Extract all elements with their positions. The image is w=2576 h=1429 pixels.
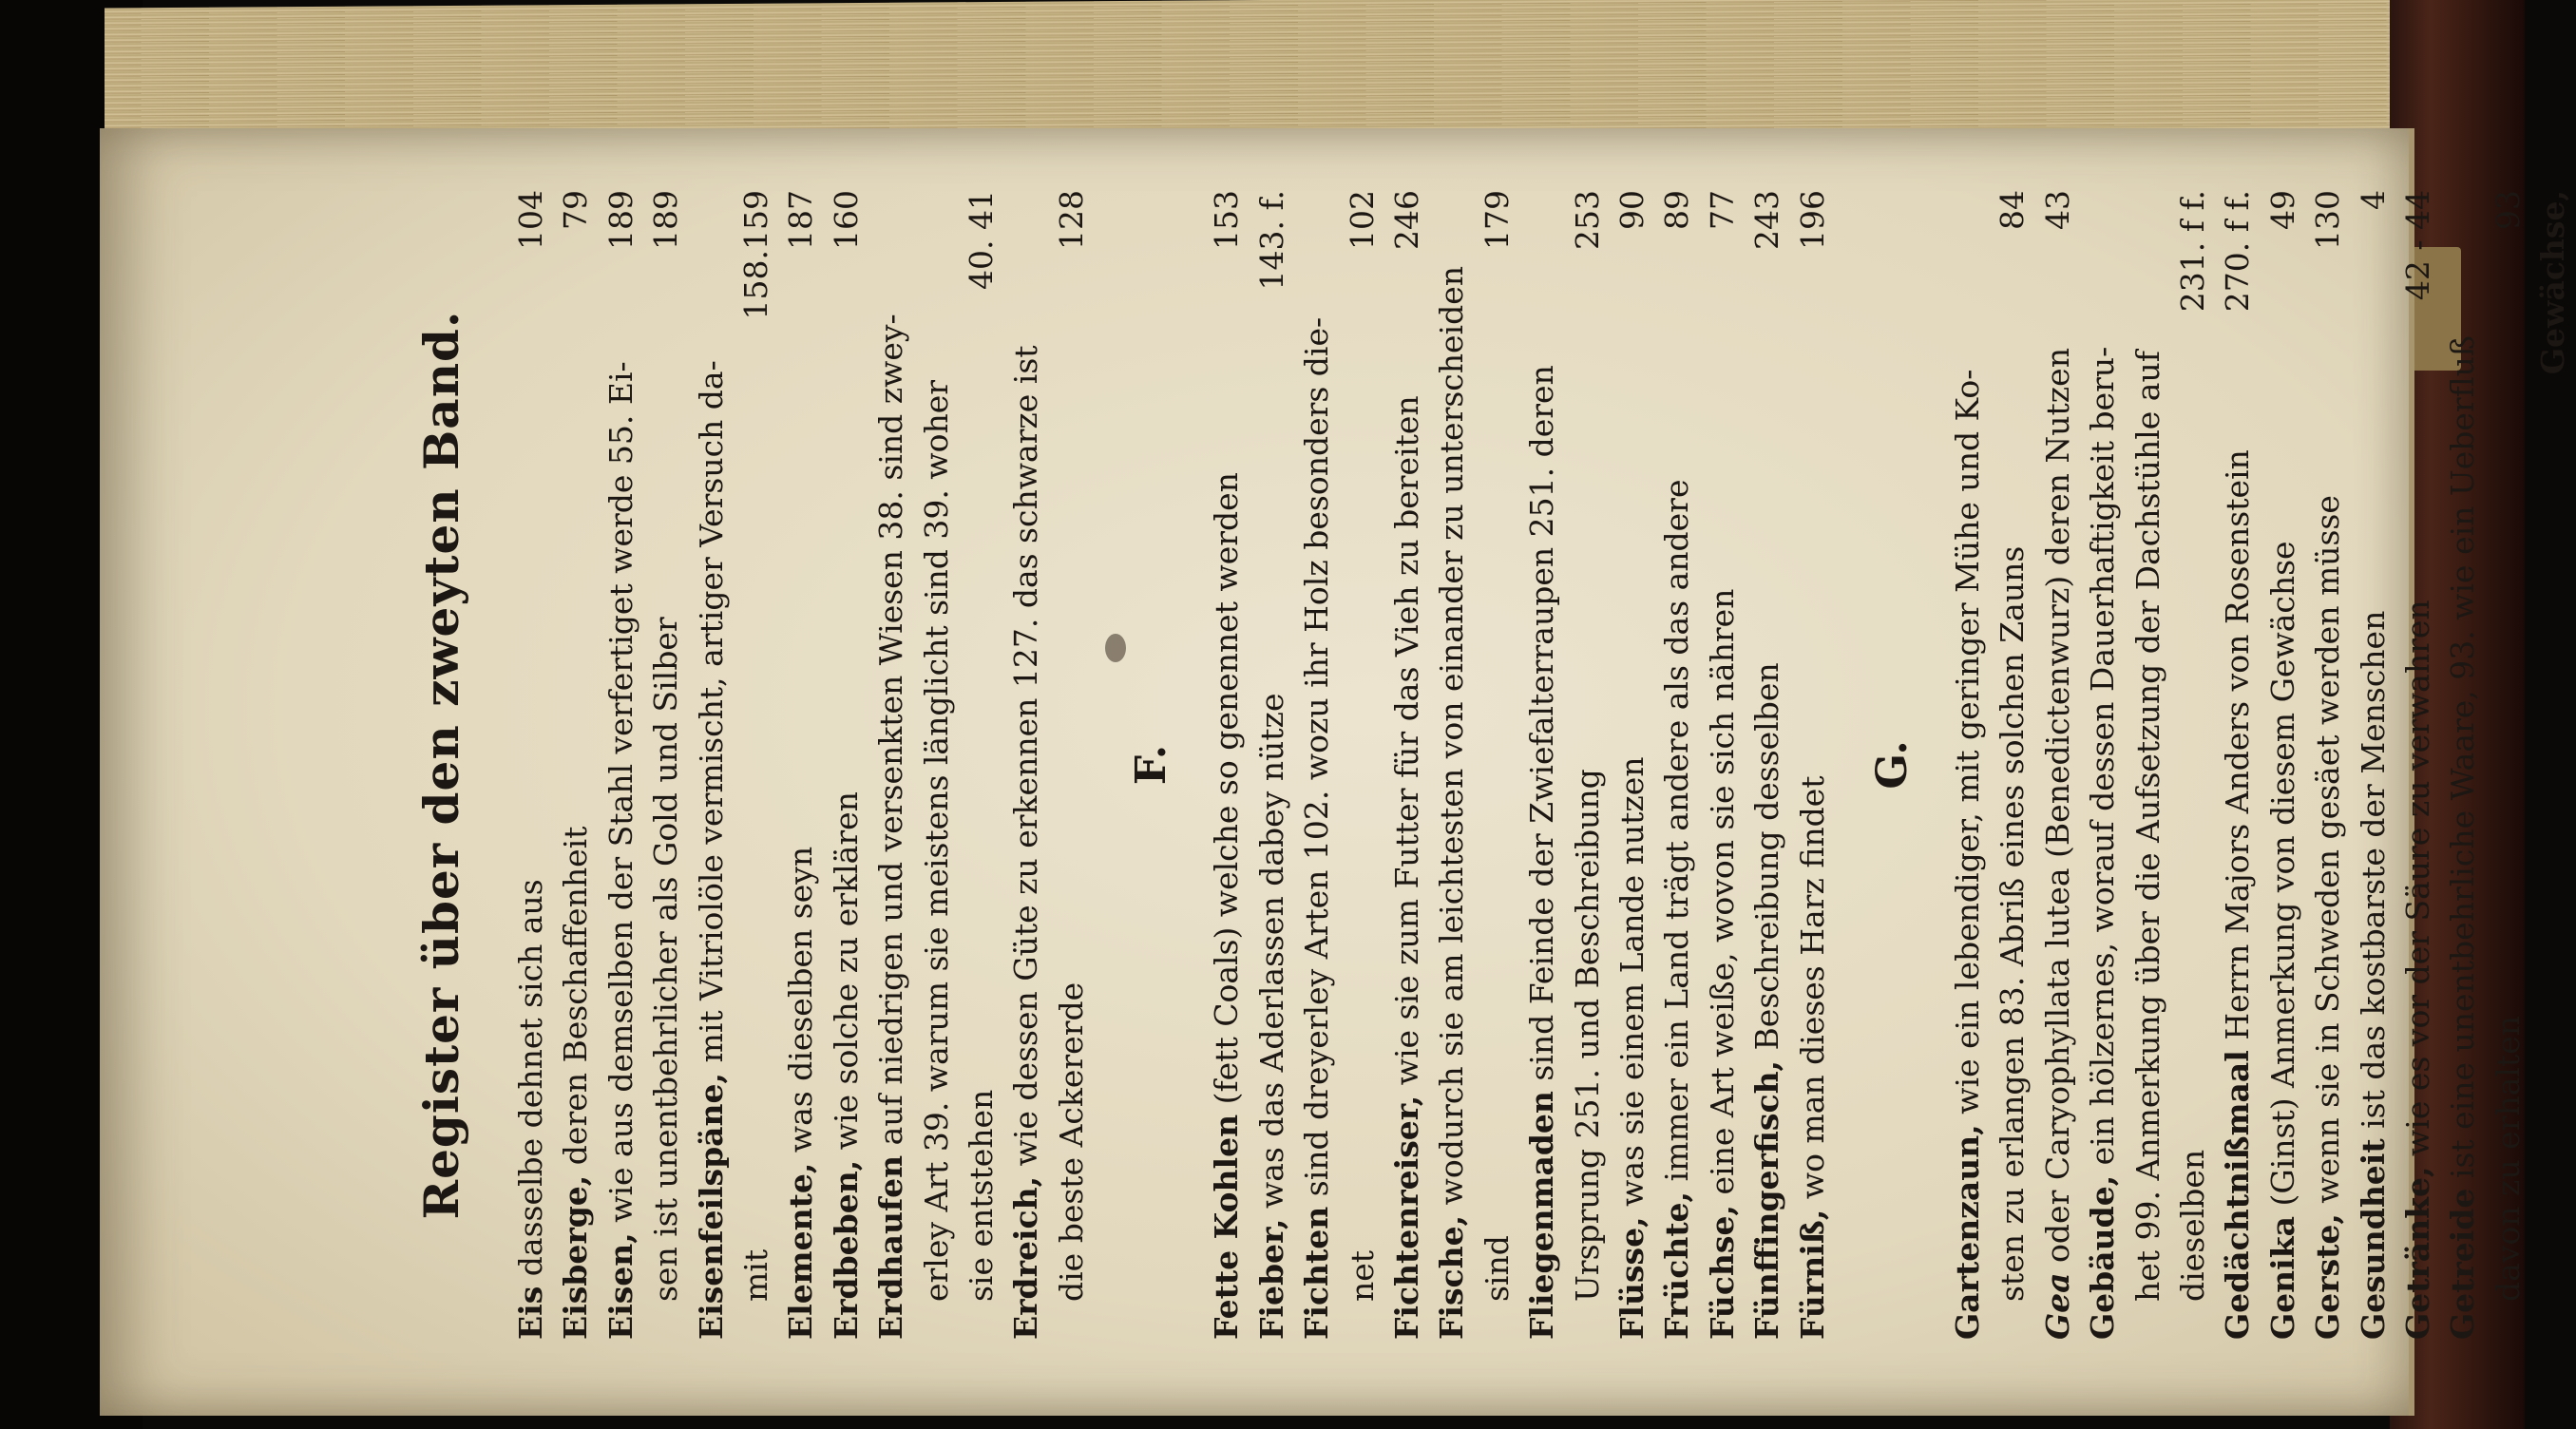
index-entry	[914, 190, 959, 1340]
entry-page-number: 102	[1343, 190, 1381, 250]
entry-headword: Füchse,	[1703, 1205, 1741, 1340]
entry-description: mit Vitriolöle vermischt, artiger Versuch da-	[692, 360, 730, 1073]
entry-description: was sie einem Lande nutzen	[1612, 756, 1651, 1217]
entry-description: mit	[737, 1248, 775, 1302]
index-entry	[1519, 190, 1564, 1340]
entry-page-number: 79	[557, 190, 595, 230]
index-entry	[1565, 190, 1610, 1340]
page-title: Register über den zweyten Band.	[413, 310, 469, 1220]
entry-text	[2395, 310, 2440, 1340]
entry-headword: Fette Kohlen	[1208, 1114, 1246, 1340]
index-entry	[1049, 190, 1094, 1340]
index-entry	[1294, 190, 1339, 1340]
entry-description: wo man dieses Harz findet	[1793, 775, 1831, 1210]
index-entry	[1945, 190, 1990, 1340]
entry-description: (Ginst) Anmerkung von diesem Gewächse	[2263, 541, 2301, 1217]
entry-text	[1204, 259, 1249, 1340]
entry-description: dasselbe dehnet sich aus	[512, 879, 549, 1286]
entry-headword: Früchte,	[1658, 1191, 1696, 1340]
index-entry	[2395, 190, 2440, 1340]
entry-headword: Gebäude,	[2084, 1174, 2122, 1340]
entry-text	[868, 200, 913, 1340]
entry-page-number: 153	[1208, 190, 1246, 250]
entry-description: die beste Ackererde	[1052, 981, 1090, 1302]
entry-text	[2486, 239, 2530, 1302]
entry-page-number: 179	[1478, 190, 1516, 250]
entry-text	[824, 259, 868, 1340]
entry-page-number: 143. f.	[1252, 190, 1290, 291]
entry-description: oder Caryophyllata lutea (Benedictenwurz) deren Nutzen	[2038, 348, 2076, 1273]
entry-headword: Flüsse,	[1612, 1216, 1651, 1340]
entry-headword: Erdbeben,	[827, 1159, 865, 1340]
entry-text	[914, 200, 959, 1302]
entry-text	[2440, 200, 2485, 1340]
entry-text	[1565, 259, 1610, 1302]
entry-description: (fett Coals) welche so genennet werden	[1208, 472, 1246, 1115]
index-entry	[2261, 190, 2305, 1340]
index-entry	[2035, 190, 2080, 1340]
entry-text	[959, 299, 1003, 1302]
entry-headword: Erdreich,	[1007, 1175, 1045, 1340]
entry-page-number: 93	[2489, 190, 2527, 230]
entry-text	[778, 259, 823, 1340]
index-entry	[1475, 190, 1519, 1340]
entry-headword: Fieber,	[1252, 1218, 1290, 1340]
entry-text	[2215, 321, 2260, 1340]
entry-description: wie solche zu erklären	[827, 791, 865, 1160]
index-entry	[1204, 190, 1249, 1340]
entry-text	[2170, 321, 2215, 1302]
index-entry	[1745, 190, 1789, 1340]
entry-headword: Getränke,	[2399, 1166, 2437, 1340]
entry-description: immer ein Land trägt andere als das andere	[1658, 479, 1696, 1191]
index-entry	[2305, 190, 2350, 1340]
book-page	[100, 128, 2572, 1416]
index-entry	[1654, 190, 1699, 1340]
section-letter: F.	[1127, 744, 1176, 786]
entry-text	[1745, 259, 1789, 1340]
entry-text	[2080, 200, 2125, 1340]
entry-description: erley Art 39. warum sie meistens länglicht sind 39. woher	[917, 379, 955, 1302]
index-entry	[2080, 190, 2125, 1340]
entry-description: deren Beschaffenheit	[557, 826, 595, 1175]
entry-headword: Getreide	[2444, 1188, 2482, 1340]
index-entry	[778, 190, 823, 1340]
entry-page-number: 128	[1052, 190, 1090, 250]
entry-description: wodurch sie am leichtesten von einander zu unterscheiden	[1433, 265, 1471, 1215]
entry-description: wie sie zum Futter für das Vieh zu bereiten	[1387, 395, 1425, 1096]
entry-headword: Eisen,	[601, 1232, 639, 1340]
entry-description: was das Aderlassen dabey nütze	[1252, 693, 1290, 1219]
entry-description: wie ein lebendiger, mit geringer Mühe und Ko-	[1948, 369, 1986, 1125]
entry-headword: Gartenzaun,	[1948, 1124, 1986, 1340]
entry-text	[2261, 239, 2305, 1340]
index-entry	[553, 190, 598, 1340]
index-entry	[2440, 190, 2485, 1340]
entry-page-number: 77	[1703, 190, 1741, 230]
index-entry	[2126, 190, 2170, 1340]
entry-text	[1790, 259, 1835, 1340]
entry-headword: Erdhaufen	[872, 1154, 910, 1340]
entry-text	[1700, 239, 1745, 1340]
entry-text	[1384, 259, 1429, 1340]
entry-text	[2305, 259, 2350, 1340]
entry-page-number: 40. 41	[963, 190, 1001, 290]
index-entry	[959, 190, 1003, 1340]
entry-page-number: 243	[1748, 190, 1786, 250]
index-entry	[1990, 190, 2034, 1340]
entry-text	[643, 259, 688, 1302]
entry-text	[2126, 200, 2170, 1302]
index-entry	[689, 190, 734, 1340]
entry-text	[553, 239, 598, 1340]
entry-headword: Elemente,	[782, 1162, 820, 1340]
index-entry	[643, 190, 688, 1340]
entry-headword: Gedächtnißmaal	[2219, 1050, 2257, 1340]
entry-text	[1429, 200, 1474, 1340]
entry-text	[1610, 239, 1654, 1340]
index-entry	[1003, 190, 1048, 1340]
index-entry	[868, 190, 913, 1340]
entry-headword: Gea	[2038, 1272, 2076, 1340]
index-entry	[1384, 190, 1429, 1340]
entry-description: was dieselben seyn	[782, 846, 820, 1163]
entry-description: sind	[1478, 1235, 1516, 1302]
entry-page-number: 84	[1994, 190, 2032, 230]
entry-headword: Eis	[512, 1286, 549, 1340]
entry-description: wie aus demselben der Stahl verfertiget werde 55. Ei-	[601, 361, 639, 1233]
entry-description: wie es vor der Säure zu verwahren	[2399, 600, 2437, 1167]
entry-page-number: 187	[782, 190, 820, 250]
entry-description: het 99. Anmerkung über die Aufsetzung der Dachstühle auf	[2128, 351, 2166, 1302]
entry-headword: Fische,	[1433, 1214, 1471, 1340]
entry-page-number: 130	[2309, 190, 2347, 250]
entry-headword: Genika	[2263, 1216, 2301, 1340]
entry-text	[1340, 259, 1384, 1302]
entry-text	[2035, 239, 2080, 1340]
entry-headword: Fürniß,	[1793, 1209, 1831, 1340]
entry-text	[734, 329, 778, 1302]
entry-description: wie dessen Güte zu erkennen 127. das schwarze ist	[1007, 345, 1045, 1176]
entry-page-number: 189	[601, 190, 639, 250]
entry-headword: Fünffingerfisch,	[1748, 1059, 1786, 1340]
entry-page-number: 4	[2354, 190, 2392, 210]
entry-page-number: 189	[647, 190, 685, 250]
entry-description: sten zu erlangen 83. Abriß eines solchen Zauns	[1994, 545, 2032, 1302]
index-entry	[2170, 190, 2215, 1340]
entry-description: sen ist unentbehrlicher als Gold und Silber	[647, 617, 685, 1302]
entry-page-number: 104	[512, 190, 549, 250]
entry-text	[1654, 239, 1699, 1340]
index-entry	[2486, 190, 2530, 1340]
entry-text	[1294, 200, 1339, 1340]
entry-description: sind Feinde der Zwiefalterraupen 251. deren	[1523, 365, 1561, 1092]
entry-page-number: 90	[1612, 190, 1651, 230]
catchword-line	[2530, 190, 2575, 1340]
entry-headword: Eisenfeilspäne,	[692, 1072, 730, 1340]
entry-description: Herrn Majors Anders von Rosenstein	[2219, 449, 2257, 1051]
entry-text	[1003, 200, 1048, 1340]
entry-text	[1519, 200, 1564, 1340]
index-entry	[1790, 190, 1835, 1340]
entry-page-number: 196	[1793, 190, 1831, 250]
entry-description: eine Art weiße, wovon sie sich nähren	[1703, 588, 1741, 1205]
entry-description: Beschreibung desselben	[1748, 662, 1786, 1060]
entry-description: net	[1343, 1249, 1381, 1302]
entry-text	[1990, 239, 2034, 1302]
entry-page-number: 270. f f.	[2219, 190, 2257, 313]
entry-description: wenn sie in Schweden gesäet werden müsse	[2309, 495, 2347, 1214]
entry-description: davon zu erhalten	[2489, 1015, 2527, 1302]
entry-page-number: 43	[2038, 190, 2076, 230]
index-entry	[1700, 190, 1745, 1340]
index-entry	[1250, 190, 1294, 1340]
entry-text	[2351, 219, 2395, 1340]
index-entry	[599, 190, 643, 1340]
entry-headword: Fliegenmaden	[1523, 1091, 1561, 1340]
entry-description: sind dreyerley Arten 102. wozu ihr Holz besonders die-	[1298, 316, 1336, 1207]
index-entry	[734, 190, 778, 1340]
index-entry	[508, 190, 553, 1340]
entry-description: ist das kostbarste der Menschen	[2354, 610, 2392, 1139]
entry-text	[599, 259, 643, 1340]
entry-text	[1945, 200, 1990, 1340]
index-entry	[2351, 190, 2395, 1340]
section-letter: G.	[1867, 740, 1917, 790]
entry-text	[689, 200, 734, 1340]
entry-page-number: 158.159	[737, 190, 775, 320]
entry-description: sie entstehen	[963, 1089, 1001, 1302]
index-entry	[2215, 190, 2260, 1340]
entry-headword: Gesundheit	[2354, 1138, 2392, 1340]
entry-page-number: 253	[1568, 190, 1606, 250]
entry-description: ein hölzernes, worauf dessen Dauerhaftigkeit beru-	[2084, 346, 2122, 1175]
entry-description: ist eine unentbehrliche Waare, 93. wie ein Ueberfluß	[2444, 335, 2482, 1189]
entry-description: auf niedrigen und versenkten Wiesen 38. sind zwey-	[872, 314, 910, 1155]
entry-page-number: 246	[1387, 190, 1425, 250]
entry-headword: Gerste,	[2309, 1213, 2347, 1340]
entry-page-number: 42 - 44	[2399, 190, 2437, 301]
index-sections	[508, 190, 2530, 1340]
entry-page-number: 49	[2263, 190, 2301, 230]
entry-headword: Fichten	[1298, 1206, 1336, 1340]
entry-description: dieselben	[2174, 1149, 2211, 1302]
index-entry	[824, 190, 868, 1340]
catchword: Gewächse,	[2534, 190, 2572, 375]
entry-headword: Fichtenreiser,	[1387, 1095, 1425, 1340]
entry-text	[508, 259, 553, 1340]
index-entry	[1429, 190, 1474, 1340]
entry-description: Ursprung 251. und Beschreibung	[1568, 769, 1606, 1302]
entry-text	[1475, 259, 1519, 1302]
entry-page-number: 231. f f.	[2174, 190, 2211, 313]
entry-page-number: 89	[1658, 190, 1696, 230]
index-content	[413, 190, 2572, 1340]
entry-text	[1049, 259, 1094, 1302]
index-entry	[1610, 190, 1654, 1340]
entry-text	[1250, 300, 1294, 1341]
entry-page-number: 160	[827, 190, 865, 250]
entry-headword: Eisberge,	[557, 1174, 595, 1340]
index-entry	[1340, 190, 1384, 1340]
